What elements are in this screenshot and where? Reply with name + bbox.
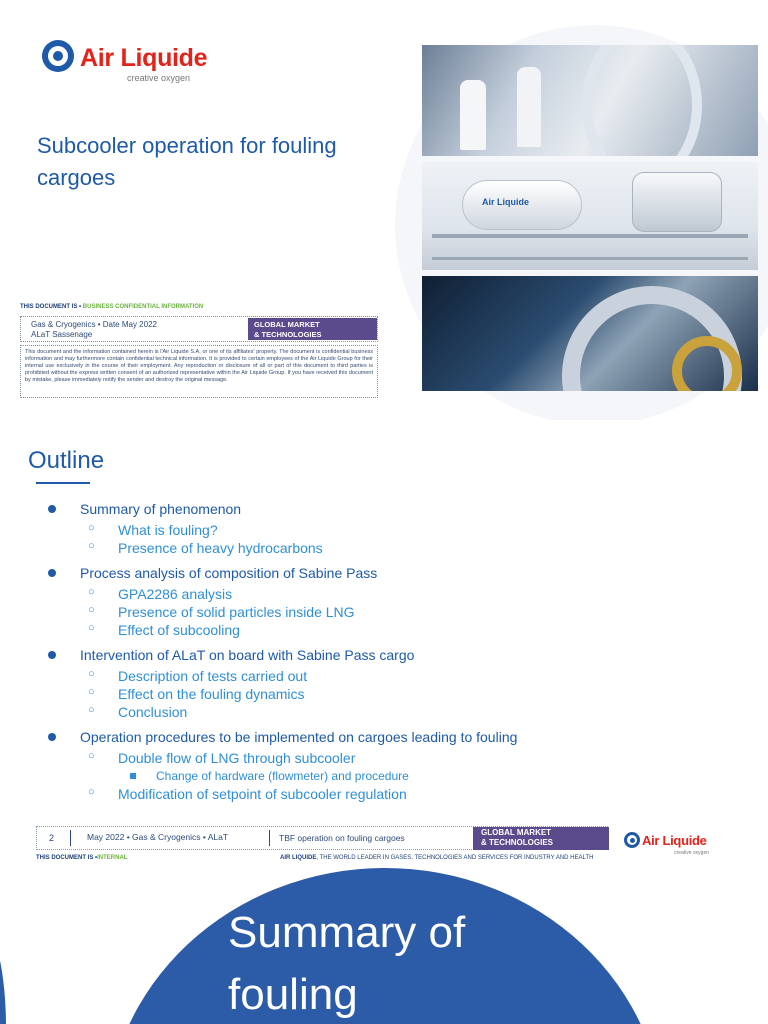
footer-date-info: May 2022 • Gas & Cryogenics • ALaT — [87, 832, 229, 842]
list-subsubitem: Change of hardware (flowmeter) and procedure — [156, 769, 409, 783]
list-subitem: ○ Effect on the fouling dynamics — [118, 686, 305, 702]
outline-title: Outline — [28, 447, 105, 474]
section-edge-shape — [0, 928, 6, 1024]
list-item: Summary of phenomenon — [80, 501, 242, 517]
list-subitem: ○ Effect of subcooling — [118, 622, 240, 638]
logo-tagline: creative oxygen — [127, 73, 191, 83]
confidentiality-disclaimer: This document and the information contained herein is l'Air Liquide S.A. or one of its affiliates' property. The document is confidential business information and may furthermore contain confidential technical information. It is provided to certain employees of the Air Liquide Group for their internal use exclusively in the course of their employment. Any reproduction or disclosure of all or part of this document to third parties is prohibited without the express written consent of an authorized representative within the Air Liquide Group. If you have received this document by mistake, please immediately notify the sender and destroy the original message. — [20, 345, 378, 398]
list-subitem: ○ What is fouling? — [118, 522, 218, 538]
section-slide — [0, 868, 768, 1024]
info-site-line: ALaT Sassenage — [31, 330, 93, 339]
footer-classification: THIS DOCUMENT IS •INTERNAL — [36, 855, 128, 861]
list-subitem: ○ Presence of heavy hydrocarbons — [118, 540, 323, 556]
document-info-box — [20, 316, 378, 342]
photo-tank-label: Air Liquide — [482, 197, 529, 207]
footer-tagline: AIR LIQUIDE, THE WORLD LEADER IN GASES, TECHNOLOGIES AND SERVICES FOR INDUSTRY AND HEALTH — [280, 855, 594, 861]
footer-logo-brand: Air Liquide — [642, 833, 707, 848]
air-liquide-mark-icon — [42, 40, 74, 72]
list-subitem: ○ GPA2286 analysis — [118, 586, 232, 602]
footer-logo-tagline: creative oxygen — [674, 850, 710, 856]
air-liquide-mark-icon — [624, 832, 640, 848]
footer-divider — [70, 830, 71, 846]
section-title: Summary of fouling — [228, 908, 466, 1019]
title-underline — [36, 482, 90, 484]
list-subitem: ○ Presence of solid particles inside LNG — [118, 604, 355, 620]
info-date-line: Gas & Cryogenics • Date May 2022 — [31, 320, 157, 329]
slide-footer — [36, 826, 608, 850]
outline-slide — [0, 425, 768, 865]
market-badge: GLOBAL MARKET & TECHNOLOGIES — [248, 318, 377, 340]
list-item: Intervention of ALaT on board with Sabine Pass cargo — [80, 647, 415, 663]
list-subitem: ○ Double flow of LNG through subcooler — [118, 750, 355, 766]
list-subitem: ○ Modification of setpoint of subcooler regulation — [118, 786, 407, 802]
lab-workers-photo — [422, 45, 758, 156]
footer-classification-value: INTERNAL — [97, 855, 128, 861]
list-subitem: ○ Description of tests carried out — [118, 668, 307, 684]
footer-market-badge: GLOBAL MARKET & TECHNOLOGIES — [473, 827, 609, 850]
document-title: Subcooler operation for fouling cargoes — [37, 133, 337, 190]
logo-brand: Air Liquide — [80, 44, 208, 72]
list-item: Operation procedures to be implemented on cargoes leading to fouling — [80, 729, 518, 745]
list-item: Process analysis of composition of Sabine Pass — [80, 565, 378, 581]
footer-divider — [269, 830, 270, 846]
cover-slide — [0, 0, 768, 420]
subcooler-equipment-photo — [422, 162, 758, 270]
footer-doc-title: TBF operation on fouling cargoes — [279, 833, 405, 843]
classification-label: THIS DOCUMENT IS • BUSINESS CONFIDENTIAL INFORMATION — [20, 304, 204, 310]
turbine-closeup-photo — [422, 276, 758, 391]
classification-value: BUSINESS CONFIDENTIAL INFORMATION — [82, 304, 204, 310]
list-subitem: ○ Conclusion — [118, 704, 187, 720]
page-number: 2 — [49, 833, 55, 843]
